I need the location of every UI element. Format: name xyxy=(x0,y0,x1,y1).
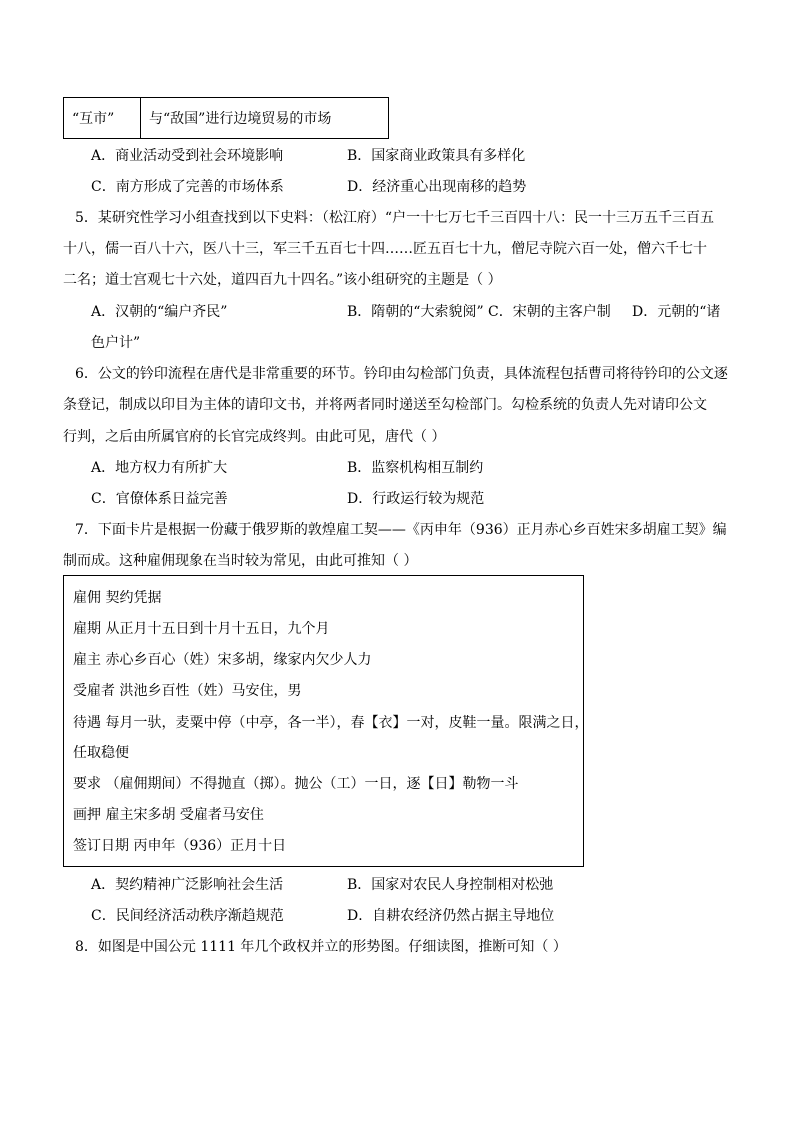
q8-stem: 8．如图是中国公元 1111 年几个政权并立的形势图。仔细读图，推断可知（ ） xyxy=(75,939,567,955)
q6-option-d: D．行政运行较为规范 xyxy=(347,491,485,507)
q5-option-d-continued: 色户计” xyxy=(91,335,141,351)
q4-option-b: B．国家商业政策具有多样化 xyxy=(347,148,526,164)
contract-card xyxy=(63,575,589,867)
q5-option-b-c: B．隋朝的“大索貌阅” C．宋朝的主客户制 xyxy=(347,304,611,320)
q5-stem-line-1: 5．某研究性学习小组查找到以下史料：（松江府）“户一十七万七千三百四十八：民一十三万五千三百五 xyxy=(75,210,715,226)
q5-option-d: D．元朝的“诸 xyxy=(632,304,721,320)
q6-stem-line-3: 行判，之后由所属官府的长官完成终判。由此可见，唐代（ ） xyxy=(63,429,446,445)
q5-option-a: A．汉朝的“编户齐民” xyxy=(91,304,228,320)
q6-option-a: A．地方权力有所扩大 xyxy=(91,460,228,476)
card-line-3: 雇主 赤心乡百心（姓）宋多胡，缘家内欠少人力 xyxy=(73,652,372,668)
card-line-7: 要求 （雇佣期间）不得抛直（掷）。抛公（工）一日，逐【日】勒物一斗 xyxy=(73,776,519,792)
q4-option-a: A．商业活动受到社会环境影响 xyxy=(91,148,284,164)
card-line-4: 受雇者 洪池乡百性（姓）马安住，男 xyxy=(73,683,302,699)
card-line-5: 待遇 每月一驮，麦粟中停（中亭，各一半），春【衣】一对，皮鞋一量。限满之日， xyxy=(73,715,589,731)
definition-cell: 与“敌国”进行边境贸易的市场 xyxy=(141,98,389,139)
card-line-8: 画押 雇主宋多胡 受雇者马安住 xyxy=(73,807,264,823)
card-line-1: 雇佣 契约凭据 xyxy=(73,590,162,606)
card-line-6: 任取稳便 xyxy=(73,745,129,761)
q6-stem-line-2: 条登记，制成以印目为主体的请印文书，并将两者同时递送至勾检部门。勾检系统的负责人先对请印公文 xyxy=(63,397,707,413)
q7-stem-line-1: 7．下面卡片是根据一份藏于俄罗斯的敦煌雇工契——《丙申年（936）正月赤心乡百姓宋多胡雇工契》编 xyxy=(75,522,727,538)
definition-table xyxy=(63,97,389,139)
q4-option-d: D．经济重心出现南移的趋势 xyxy=(347,179,527,195)
q5-stem-line-2: 十八，儒一百八十六，医八十三，军三千五百七十四……匠五百七十九，僧尼寺院六百一处，僧六千七十 xyxy=(63,241,707,257)
q6-option-b: B．监察机构相互制约 xyxy=(347,460,484,476)
q7-option-a: A．契约精神广泛影响社会生活 xyxy=(91,877,284,893)
q5-stem-line-3: 二名；道士宫观七十六处，道四百九十四名。”该小组研究的主题是（ ） xyxy=(63,272,502,288)
card-line-9: 签订日期 丙申年（936）正月十日 xyxy=(73,838,287,854)
q7-stem-line-2: 制而成。这种雇佣现象在当时较为常见，由此可推知（ ） xyxy=(63,553,418,569)
q6-option-c: C．官僚体系日益完善 xyxy=(91,491,228,507)
card-line-2: 雇期 从正月十五日到十月十五日，九个月 xyxy=(73,621,330,637)
term-cell: “互市” xyxy=(64,98,141,139)
q7-option-c: C．民间经济活动秩序渐趋规范 xyxy=(91,908,284,924)
q6-stem-line-1: 6．公文的钤印流程在唐代是非常重要的环节。钤印由勾检部门负责，具体流程包括曹司将待钤印的公文逐 xyxy=(75,366,728,382)
q7-option-b: B．国家对农民人身控制相对松弛 xyxy=(347,877,554,893)
table-row xyxy=(64,98,389,139)
q7-option-d: D．自耕农经济仍然占据主导地位 xyxy=(347,908,555,924)
q4-option-c: C．南方形成了完善的市场体系 xyxy=(91,179,284,195)
